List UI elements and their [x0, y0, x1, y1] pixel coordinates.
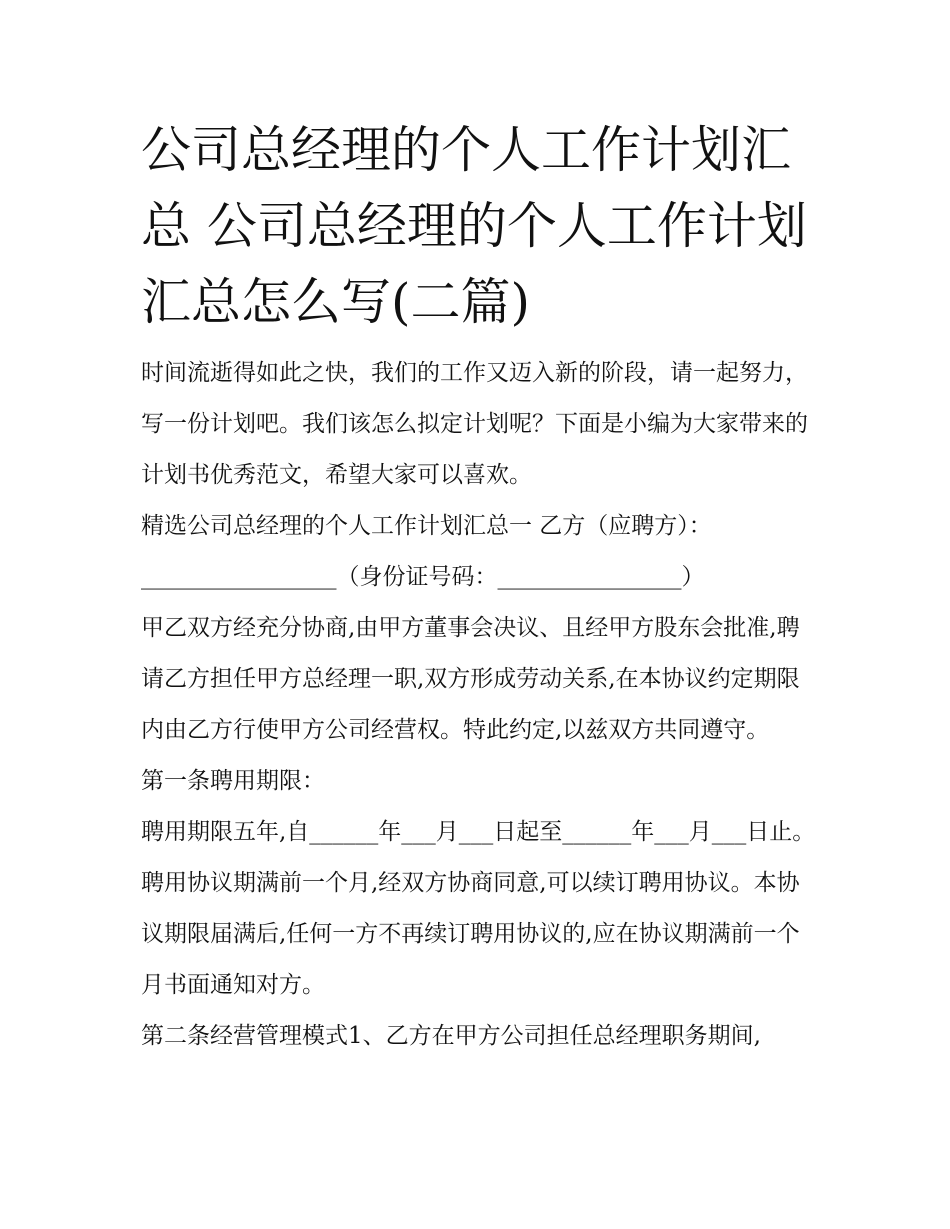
document-body — [141, 112, 821, 1062]
document-title: 公司总经理的个人工作计划汇总 公司总经理的个人工作计划汇总怎么写(二篇) — [141, 121, 807, 331]
agreement-paragraph: 甲乙双方经充分协商,由甲方董事会决议、且经甲方股东会批准,聘请乙方担任甲方总经理一职,双方形成劳动关系,在本协议约定期限内由乙方行使甲方公司经营权。特此约定,以兹双方共同遵守。 — [141, 615, 800, 743]
article-one-body: 聘用期限五年,自______年___月___日起至______年___月___日止。聘用协议期满前一个月,经双方协商同意,可以续订聘用协议。本协议期限届满后,任何一方不再续订聘用协议的,应在协议期满前一个月书面通知对方。 — [141, 819, 816, 998]
intro-paragraph: 时间流逝得如此之快，我们的工作又迈入新的阶段，请一起努力，写一份计划吧。我们该怎么拟定计划呢？下面是小编为大家带来的计划书优秀范文，希望大家可以喜欢。 — [141, 360, 808, 488]
article-one-heading: 第一条聘用期限： — [141, 768, 325, 794]
article-two-start: 第二条经营管理模式1、乙方在甲方公司担任总经理职务期间, — [141, 1023, 761, 1049]
section-heading-one: 精选公司总经理的个人工作计划汇总一 乙方（应聘方）： — [141, 513, 712, 539]
id-number-line: _________________（身份证号码：________________） — [141, 564, 705, 590]
